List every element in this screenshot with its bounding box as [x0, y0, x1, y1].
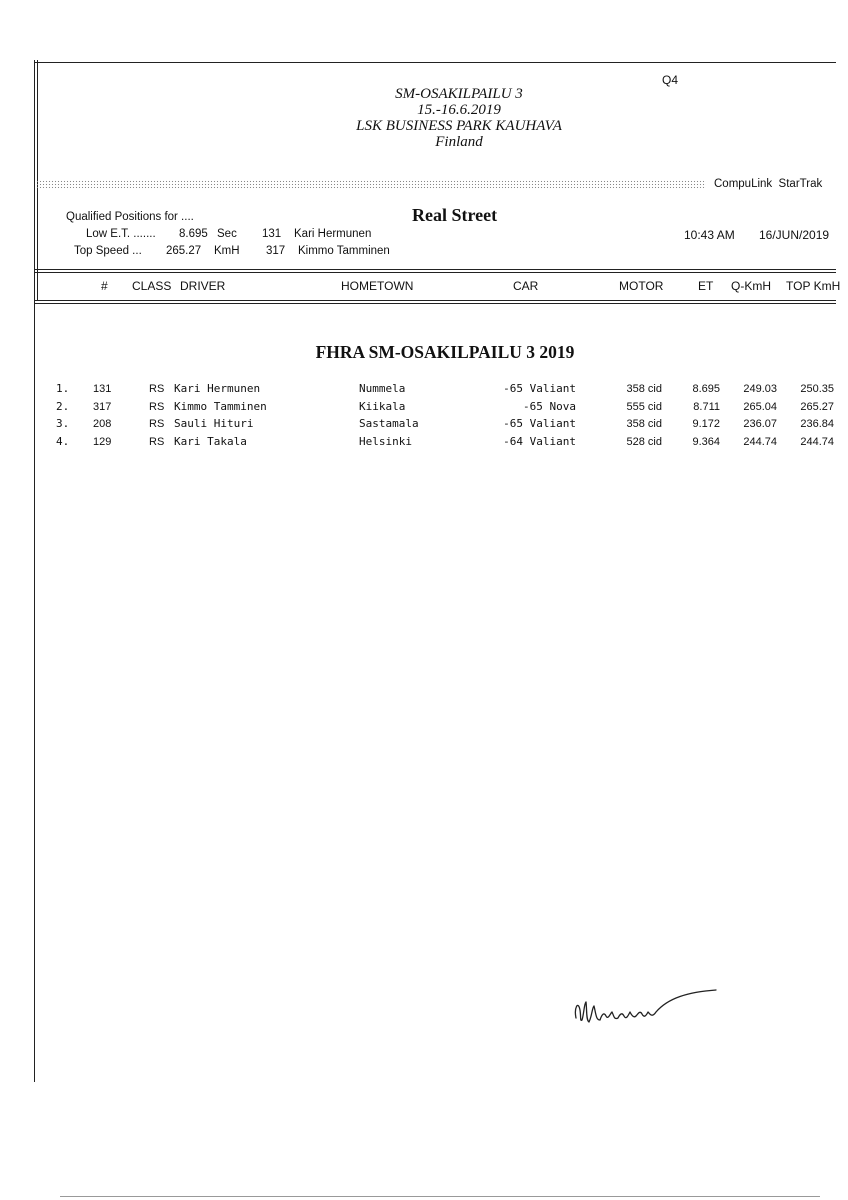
cell-hometown: Nummela [359, 382, 406, 395]
qualified-label: Qualified Positions for .... [66, 211, 194, 223]
cell-qkmh: 265.04 [743, 400, 777, 413]
brand-label: CompuLink StarTrak [714, 178, 823, 190]
table-row [0, 381, 848, 397]
cell-topkmh: 244.74 [800, 435, 834, 448]
cell-car: -65 Valiant [503, 417, 576, 430]
event-venue: LSK BUSINESS PARK KAUHAVA [356, 118, 562, 134]
cell-pos: 3. [56, 417, 70, 430]
event-header [234, 86, 684, 150]
cell-pos: 2. [56, 399, 70, 413]
top-speed-num: 317 [266, 245, 286, 257]
cell-car: -65 Nova [523, 399, 576, 413]
section-title: FHRA SM-OSAKILPAILU 3 2019 [315, 342, 575, 362]
table-row [0, 399, 848, 415]
col-motor: MOTOR [619, 279, 664, 293]
low-et-value: 8.695 [179, 228, 208, 240]
cell-motor: 358 cid [626, 418, 662, 430]
cell-et: 8.711 [693, 400, 720, 413]
cell-et: 8.695 [692, 383, 720, 395]
cell-topkmh: 250.35 [800, 383, 834, 395]
cell-driver: Kari Takala [174, 434, 247, 448]
cell-class: RS [149, 383, 165, 395]
event-title: SM-OSAKILPAILU 3 [395, 86, 523, 102]
top-speed-value: 265.27 [166, 245, 202, 257]
cell-class: RS [149, 435, 165, 448]
low-et-driver: Kari Hermunen [294, 228, 372, 240]
col-hometown: HOMETOWN [341, 279, 414, 293]
cell-num: 317 [93, 400, 112, 413]
col-topkmh: TOP KmH [786, 279, 841, 293]
cell-car: -65 Valiant [503, 382, 576, 395]
cell-qkmh: 236.07 [743, 418, 777, 430]
cell-qkmh: 244.74 [743, 435, 777, 448]
cell-topkmh: 265.27 [800, 400, 834, 413]
cell-class: RS [149, 418, 165, 430]
cell-pos: 1. [56, 382, 70, 395]
cell-hometown: Sastamala [359, 417, 419, 430]
class-name: Real Street [412, 205, 498, 225]
top-speed-driver: Kimmo Tamminen [298, 245, 390, 257]
cell-num: 208 [93, 418, 112, 430]
table-row [0, 416, 848, 432]
low-et-num: 131 [262, 228, 282, 240]
col-car: CAR [513, 279, 539, 293]
col-driver: DRIVER [180, 279, 226, 293]
cell-et: 9.364 [692, 435, 720, 448]
cell-pos: 4. [56, 434, 70, 448]
top-speed-unit: KmH [214, 245, 240, 257]
cell-num: 131 [93, 383, 112, 395]
cell-num: 129 [93, 435, 112, 448]
col-num: # [101, 279, 108, 293]
info-divider-top [34, 269, 836, 270]
low-et-unit: Sec [217, 228, 237, 240]
report-date: 16/JUN/2019 [759, 228, 830, 242]
cell-motor: 358 cid [626, 383, 662, 395]
footer-line [60, 1196, 820, 1197]
col-et: ET [698, 279, 714, 293]
cell-et: 9.172 [692, 418, 720, 430]
cell-driver: Kimmo Tamminen [174, 399, 267, 413]
cell-motor: 528 cid [626, 435, 662, 448]
cell-driver: Sauli Hituri [174, 417, 254, 430]
col-class: CLASS [132, 279, 172, 293]
info-divider-bottom [34, 272, 836, 273]
low-et-label: Low E.T. ....... [86, 228, 156, 240]
signature [568, 980, 728, 1040]
colhead-divider-bottom [34, 303, 836, 304]
report-time: 10:43 AM [684, 228, 735, 242]
top-speed-label: Top Speed ... [74, 245, 142, 257]
cell-driver: Kari Hermunen [174, 382, 261, 395]
cell-class: RS [149, 400, 165, 413]
dotted-band [36, 180, 706, 188]
event-country: Finland [435, 134, 483, 150]
left-border [34, 60, 35, 1082]
cell-hometown: Kiikala [359, 399, 406, 413]
cell-car: -64 Valiant [503, 434, 576, 448]
cell-motor: 555 cid [626, 400, 662, 413]
col-qkmh: Q-KmH [731, 279, 771, 293]
page-code: Q4 [662, 73, 679, 87]
top-border [34, 62, 836, 63]
cell-topkmh: 236.84 [800, 418, 834, 430]
colhead-divider-top [34, 300, 836, 301]
event-dates: 15.-16.6.2019 [417, 102, 501, 118]
table-row [0, 434, 848, 450]
cell-qkmh: 249.03 [743, 383, 777, 395]
cell-hometown: Helsinki [359, 434, 412, 448]
